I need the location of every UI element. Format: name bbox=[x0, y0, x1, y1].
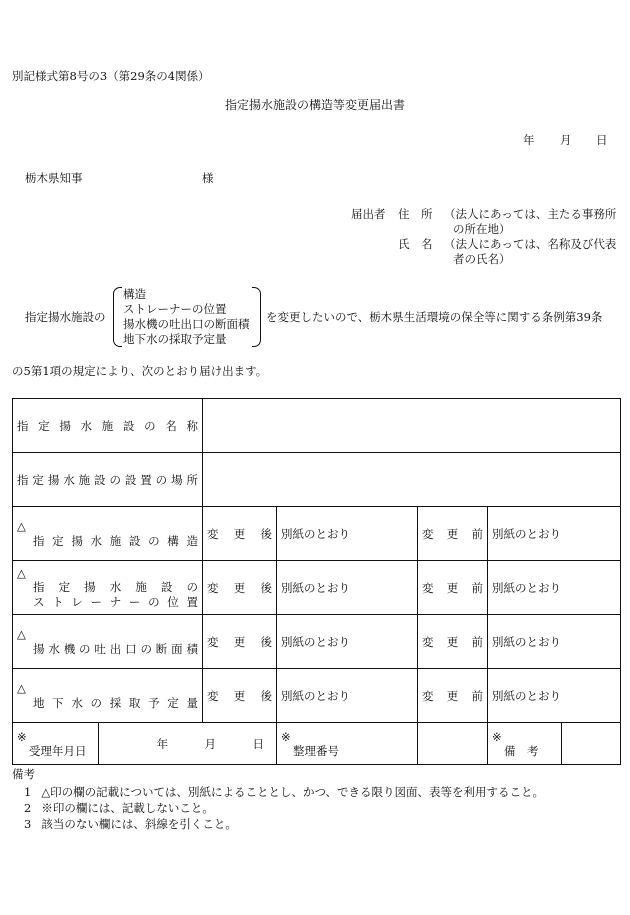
office-mark: ※ bbox=[492, 729, 502, 744]
after-value[interactable]: 別紙のとおり bbox=[277, 507, 418, 561]
facility-name-label-cell: 指定揚水施設の名称 bbox=[13, 399, 203, 453]
after-label: 変更後 bbox=[203, 561, 277, 615]
form-reference: 別記様式第8号の3（第29条の4関係） bbox=[12, 69, 210, 83]
received-year: 年 bbox=[156, 736, 169, 751]
right-bracket bbox=[252, 287, 261, 347]
before-value[interactable]: 別紙のとおり bbox=[488, 669, 621, 723]
name-row bbox=[13, 399, 621, 453]
notes-heading: 備考 bbox=[12, 767, 35, 781]
triangle-mark: △ bbox=[17, 680, 26, 695]
before-value[interactable]: 別紙のとおり bbox=[488, 507, 621, 561]
office-mark: ※ bbox=[17, 729, 27, 744]
after-value[interactable]: 別紙のとおり bbox=[277, 561, 418, 615]
after-label: 変更後 bbox=[203, 615, 277, 669]
address-note-cont: の所在地） bbox=[453, 222, 511, 236]
facility-name-input[interactable] bbox=[203, 399, 621, 453]
received-date-label: ※ 受理年月日 bbox=[13, 723, 99, 765]
strainer-label-cell: △ 指定揚水施設の ストレーナーの位置 bbox=[13, 561, 203, 615]
structure-label-cell: △ 指定揚水施設の構造 bbox=[13, 507, 203, 561]
triangle-mark: △ bbox=[17, 565, 26, 580]
received-date-value[interactable] bbox=[99, 723, 277, 765]
option-discharge-area: 揚水機の吐出口の断面積 bbox=[123, 317, 250, 331]
notifier-label: 届出者 bbox=[351, 207, 386, 221]
after-label: 変更後 bbox=[203, 507, 277, 561]
remarks-label: ※ 備 考 bbox=[488, 723, 562, 765]
date-day: 日 bbox=[596, 133, 608, 147]
name-note-cont: 者の氏名） bbox=[453, 252, 511, 266]
received-day: 日 bbox=[252, 736, 265, 751]
office-mark: ※ bbox=[281, 729, 291, 744]
ref-number-value[interactable] bbox=[418, 723, 488, 765]
statement-options bbox=[123, 287, 250, 347]
before-value[interactable]: 別紙のとおり bbox=[488, 561, 621, 615]
office-use-row bbox=[13, 723, 621, 765]
structure-row bbox=[13, 507, 621, 561]
note-1: 1 △印の欄の記載については、別紙によることとし、かつ、できる限り図面、表等を利用すること。 bbox=[24, 785, 544, 799]
before-label: 変更前 bbox=[418, 561, 488, 615]
facility-location-label-cell: 指定揚水施設の設置の場所 bbox=[13, 453, 203, 507]
before-label: 変更前 bbox=[418, 507, 488, 561]
statement-line-2: の5第1項の規定により、次のとおり届け出ます。 bbox=[12, 364, 268, 378]
after-label: 変更後 bbox=[203, 669, 277, 723]
before-label: 変更前 bbox=[418, 669, 488, 723]
facility-location-input[interactable] bbox=[203, 453, 621, 507]
statement-lead: 指定揚水施設の bbox=[25, 310, 106, 324]
intake-volume-label-cell: △ 地下水の採取予定量 bbox=[13, 669, 203, 723]
triangle-mark: △ bbox=[17, 626, 26, 641]
option-strainer-position: ストレーナーの位置 bbox=[123, 302, 227, 316]
note-2: 2 ※印の欄には、記載しないこと。 bbox=[24, 801, 214, 815]
before-label: 変更前 bbox=[418, 615, 488, 669]
discharge-area-label-cell: △ 揚水機の吐出口の断面積 bbox=[13, 615, 203, 669]
intake-volume-row bbox=[13, 669, 621, 723]
name-note: （法人にあっては、名称及び代表 bbox=[444, 237, 617, 251]
after-value[interactable]: 別紙のとおり bbox=[277, 669, 418, 723]
received-month: 月 bbox=[204, 736, 217, 751]
after-value[interactable]: 別紙のとおり bbox=[277, 615, 418, 669]
honorific: 様 bbox=[202, 171, 214, 185]
location-row bbox=[13, 453, 621, 507]
option-intake-volume: 地下水の採取予定量 bbox=[123, 332, 227, 346]
notification-form-table bbox=[12, 398, 621, 765]
name-label: 氏 名 bbox=[398, 237, 433, 251]
triangle-mark: △ bbox=[17, 518, 26, 533]
document-title: 指定揚水施設の構造等変更届出書 bbox=[225, 98, 406, 112]
left-bracket bbox=[113, 287, 122, 347]
option-structure: 構造 bbox=[123, 287, 146, 301]
remarks-value[interactable] bbox=[562, 723, 621, 765]
statement-tail: を変更したいので、栃木県生活環境の保全等に関する条例第39条 bbox=[266, 310, 603, 324]
date-month: 月 bbox=[560, 133, 572, 147]
discharge-area-row bbox=[13, 615, 621, 669]
addressee: 栃木県知事 bbox=[25, 171, 83, 185]
before-value[interactable]: 別紙のとおり bbox=[488, 615, 621, 669]
address-note: （法人にあっては、主たる事務所 bbox=[444, 207, 617, 221]
address-label: 住 所 bbox=[398, 207, 433, 221]
date-year: 年 bbox=[523, 133, 535, 147]
note-3: 3 該当のない欄には、斜線を引くこと。 bbox=[24, 817, 237, 831]
strainer-row bbox=[13, 561, 621, 615]
ref-number-label: ※ 整理番号 bbox=[277, 723, 418, 765]
